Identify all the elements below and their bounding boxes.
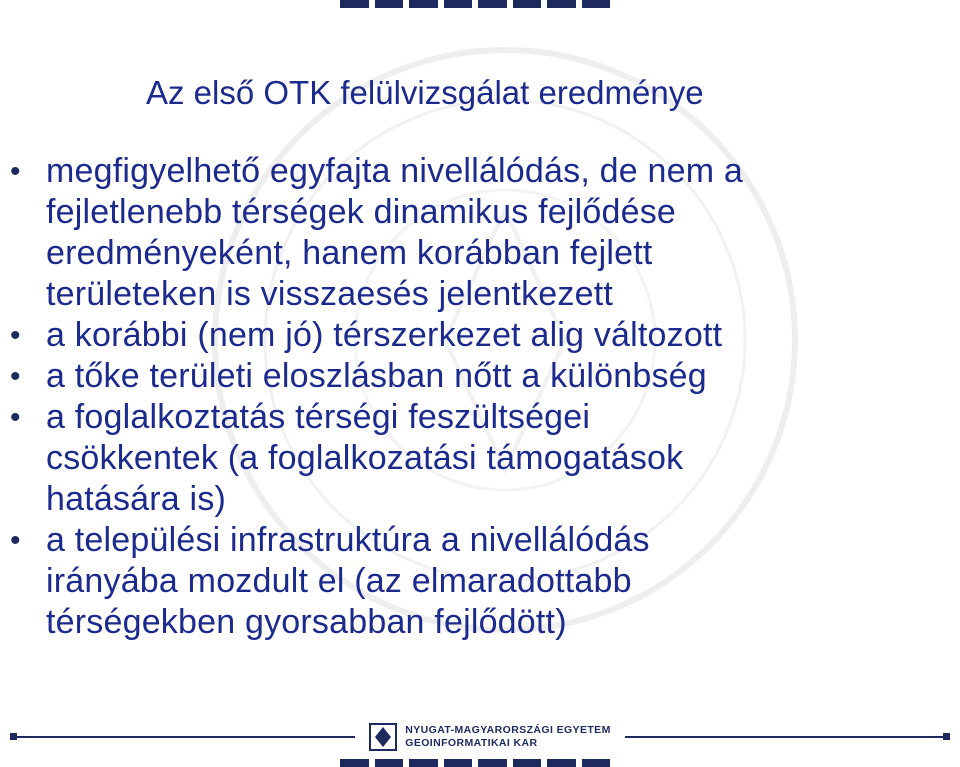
- bullet-list: [0, 151, 960, 643]
- bullet-text-line: csökkentek (a foglalkozatási támogatások: [46, 439, 684, 477]
- bullet-item: [0, 397, 926, 520]
- bullet-text-line: a foglalkoztatás térségi feszültségei: [46, 398, 591, 436]
- bullet-text-line: irányába mozdult el (az elmaradottabb: [46, 562, 632, 600]
- bullet-text-line: térségekben gyorsabban fejlődött): [46, 603, 567, 641]
- bullet-text-line: megfigyelhető egyfajta nivellálódás, de nem a: [46, 152, 743, 190]
- footer-text: [405, 724, 610, 750]
- bullet-dot-icon: •: [10, 524, 21, 557]
- bullet-text-line: hatására is): [46, 480, 227, 518]
- bullet-item: [0, 315, 926, 356]
- bullet-text-line: a települési infrastruktúra a nivellálódás: [46, 521, 650, 559]
- bullet-item: [0, 356, 926, 397]
- bullet-item: [0, 151, 926, 315]
- bullet-dot-icon: •: [10, 401, 21, 434]
- bullet-text-line: területeken is visszaesés jelentkezett: [46, 275, 613, 313]
- footer-faculty: GEOINFORMATIKAI KAR: [405, 737, 538, 749]
- top-decoration-bars: [340, 0, 610, 8]
- slide-title: Az első OTK felülvizsgálat eredménye: [146, 74, 704, 111]
- footer-university: NYUGAT-MAGYARORSZÁGI EGYETEM: [405, 724, 611, 736]
- bullet-dot-icon: •: [10, 319, 21, 352]
- bullet-text-line: a korábbi (nem jó) térszerkezet alig változott: [46, 316, 723, 354]
- bottom-decoration-bars: [340, 759, 610, 767]
- bullet-text-line: fejletlenebb térségek dinamikus fejlődése: [46, 193, 677, 231]
- bullet-item: [0, 520, 926, 643]
- bullet-text-line: eredményeként, hanem korábban fejlett: [46, 234, 653, 272]
- footer-logo: [355, 719, 625, 755]
- bullet-dot-icon: •: [10, 155, 21, 188]
- bullet-dot-icon: •: [10, 360, 21, 393]
- bullet-text-line: a tőke területi eloszlásban nőtt a különbség: [46, 357, 707, 395]
- university-emblem-icon: [369, 723, 397, 751]
